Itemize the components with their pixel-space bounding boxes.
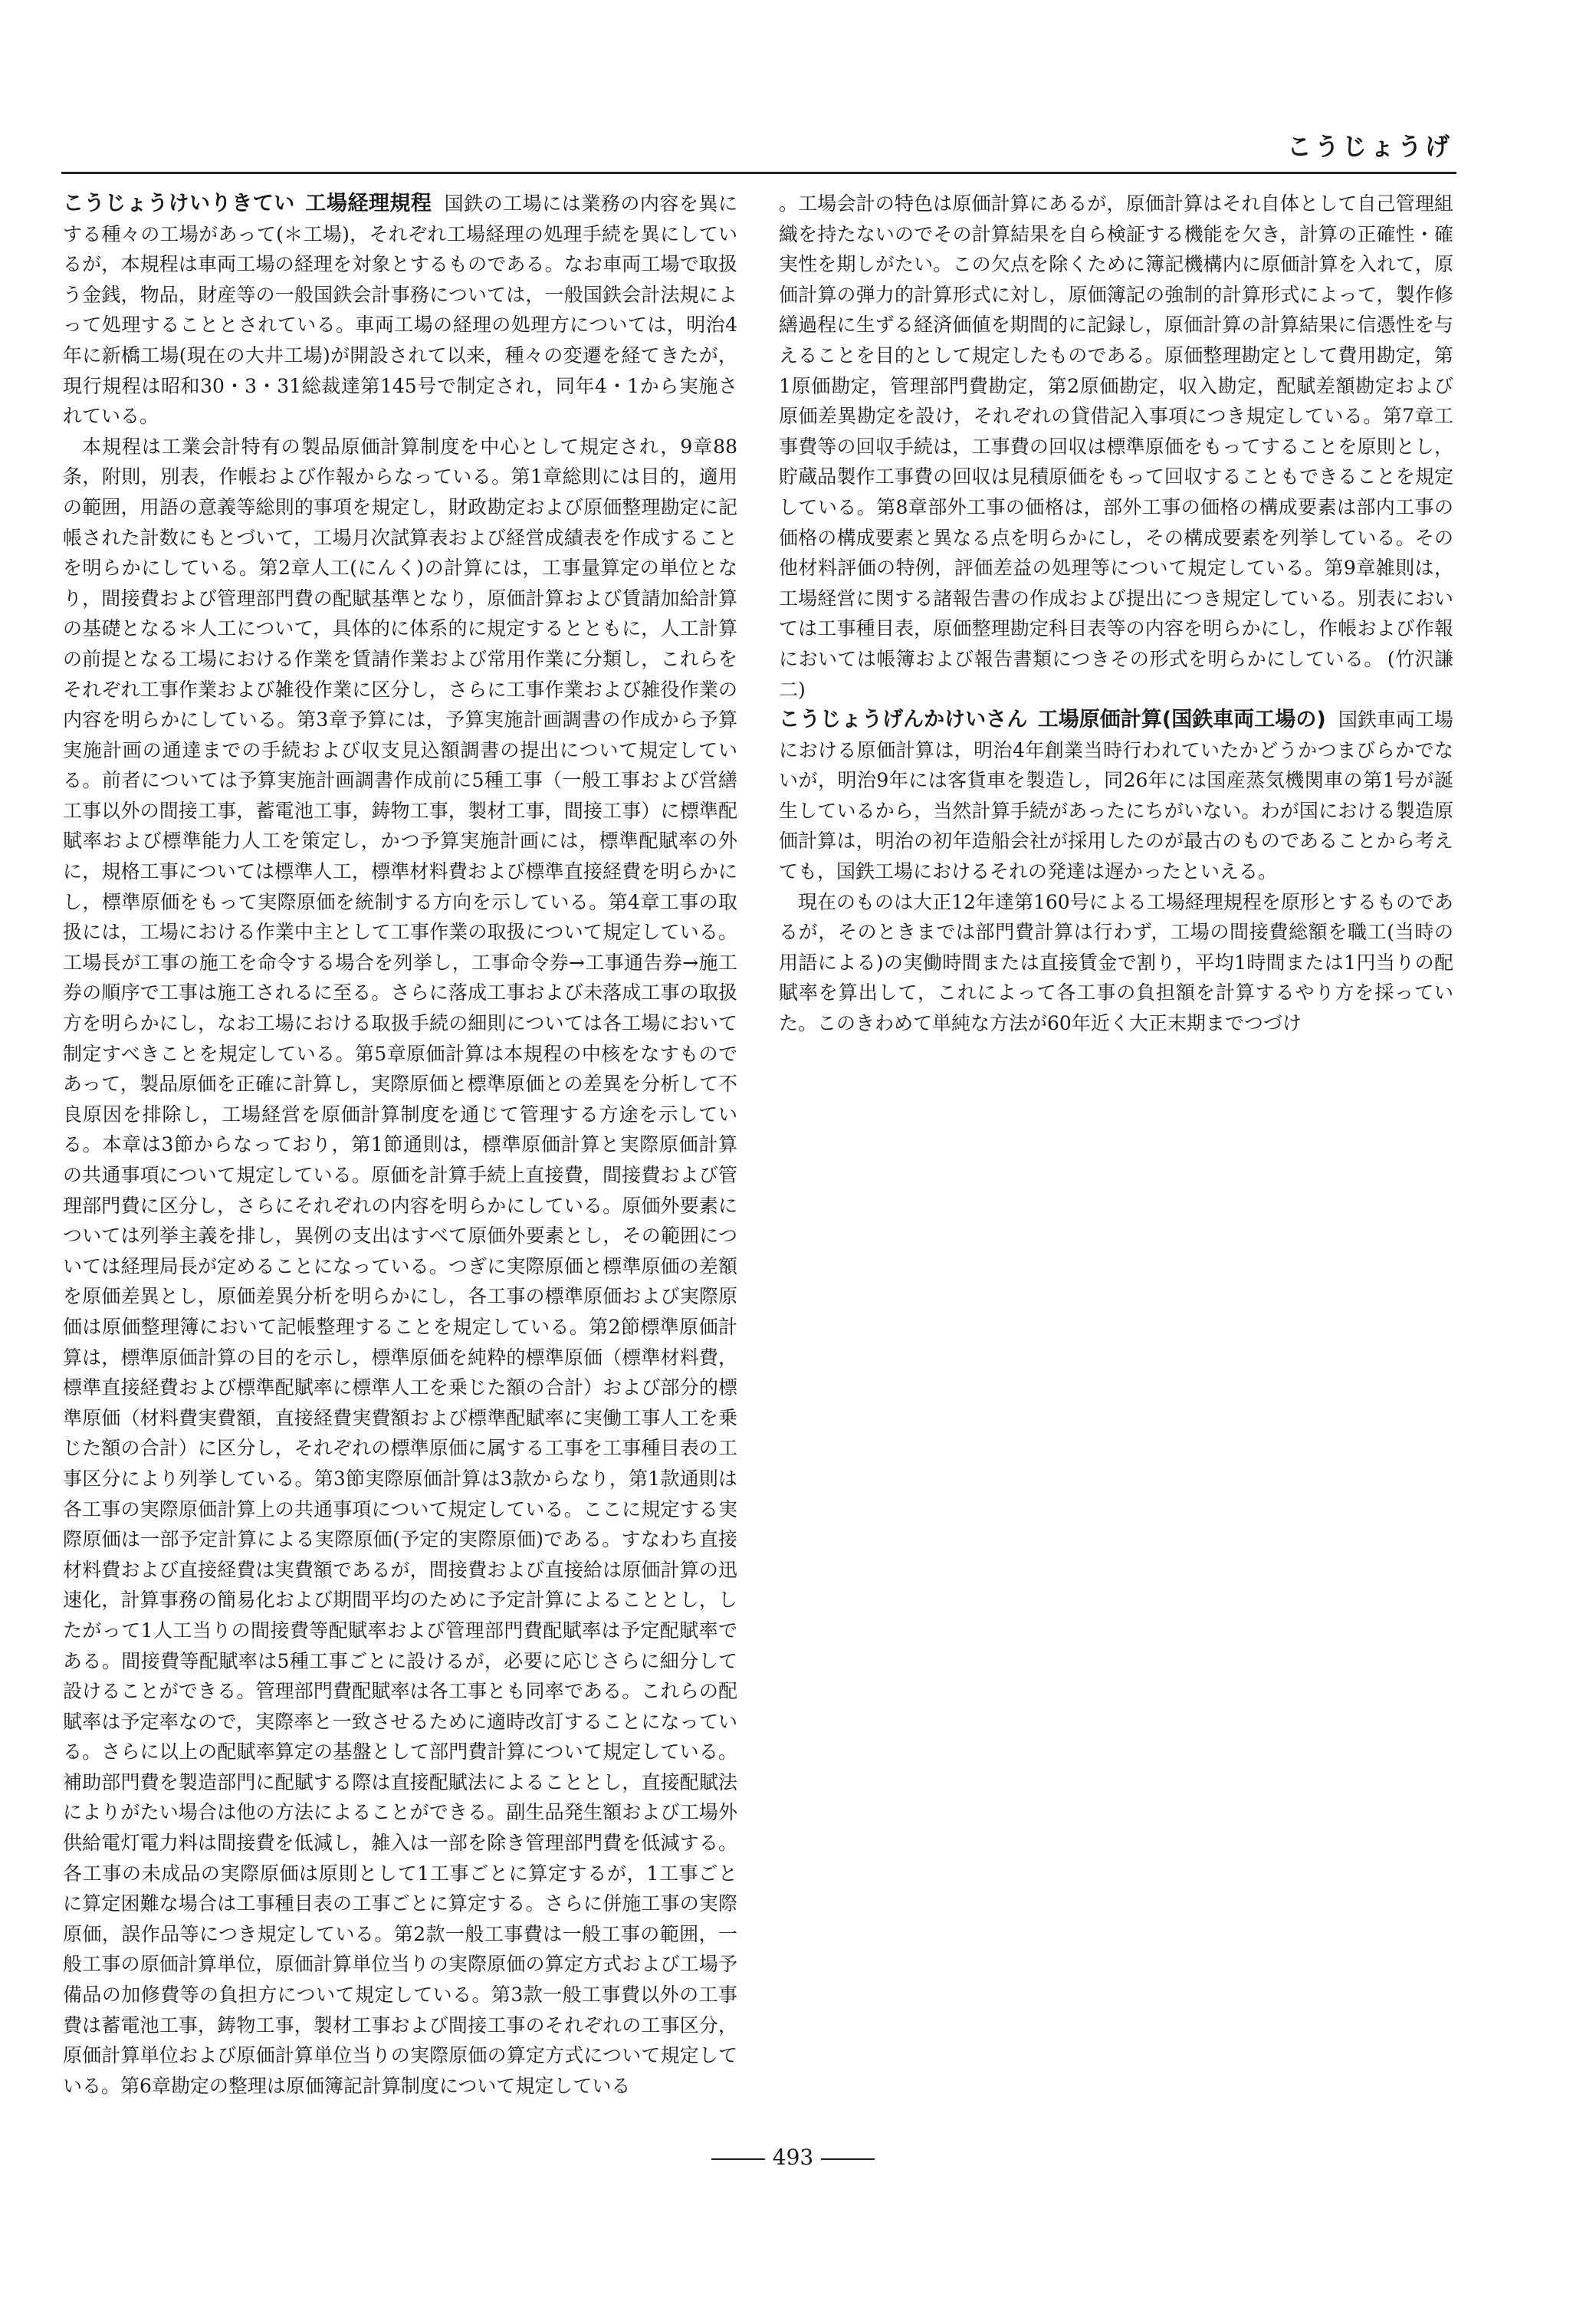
entry-term: 工場経理規程	[305, 192, 432, 215]
entry-text: 国鉄の工場には業務の内容を異にする種々の工場があって(＊工場)，それぞれ工場経理の処理手続を異にしているが，本規程は車両工場の経理を対象とするものである。なお車両工場で取扱う金銭，物品，財産等の一般国鉄会計事務については，一般国鉄会計法規によって処理することとされている。車両工場の経理の処理方については，明治4年に新橋工場(現在の大井工場)が開設されて以来，種々の変遷を経てきたが，現行規程は昭和30・3・31総裁達第145号で制定され，同年4・1から実施されている。	[63, 192, 738, 428]
page-number-value: 493	[772, 2145, 814, 2170]
entry-headword: こうじょうけいりきてい	[63, 192, 295, 215]
entry-headword: こうじょうげんかけいさん	[779, 708, 1028, 732]
entry-paragraph	[779, 705, 1453, 887]
entry-paragraph-continued	[779, 189, 1453, 705]
entry-text: 。工場会計の特色は原価計算にあるが，原価計算はそれ自体として自己管理組織を持たないのでその計算結果を自ら検証する機能を欠き，計算の正確性・確実性を期しがたい。この欠点を除くために簿記機構内に原価計算を入れて，原価計算の弾力的計算形式に対し，原価簿記の強制的計算形式によって，製作修繕過程に生ずる経済価値を期間的に記録し，原価計算の計算結果に信憑性を与えることを目的として規定したものである。原価整理勘定として費用勘定，第1原価勘定，管理部門費勘定，第2原価勘定，収入勘定，配賦差額勘定および原価差異勘定を設け，それぞれの貸借記入事項につき規定している。第7章工事費等の回収手続は，工事費の回収は標準原価をもってすることを原則とし，貯蔵品製作工事費の回収は見積原価をもって回収することもできることを規定している。第8章部外工事の価格は，部外工事の価格の構成要素は部内工事の価格の構成要素と異なる点を明らかにし，その構成要素を列挙している。その他材料評価の特例，評価差益の処理等について規定している。第9章雑則は，工場経営に関する諸報告書の作成および提出につき規定している。別表においては工事種目表，原価整理勘定科目表等の内容を明らかにし，作帳および作報においては帳簿および報告書類につきその形式を明らかにしている。	[779, 192, 1453, 670]
entry-text: 本規程は工業会計特有の製品原価計算制度を中心として規定され，9章88条，附則，別表，作帳および作報からなっている。第1章総則には目的，適用の範囲，用語の意義等総則的事項を規定し，財政勘定および原価整理勘定に記帳された計数にもとづいて，工場月次試算表および経営成績表を作成することを明らかにしている。第2章人工(にんく)の計算には，工事量算定の単位となり，間接費および管理部門費の配賦基準となり，原価計算および賃請加給計算の基礎となる＊人工について，具体的に体系的に規定するとともに，人工計算の前提となる工場における作業を賃請作業および常用作業に分類し，これらをそれぞれ工事作業および雑役作業に区分し，さらに工事作業および雑役作業の内容を明らかにしている。第3章予算には，予算実施計画調書の作成から予算実施計画の通達までの手続および収支見込額調書の提出について規定している。前者については予算実施計画調書作成前に5種工事（一般工事および営繕工事以外の間接工事，蓄電池工事，鋳物工事，製材工事，間接工事）に標準配賦率および標準能力人工を策定し，かつ予算実施計画には，標準配賦率の外に，規格工事については標準人工，標準材料費および標準直接経費を明らかにし，標準原価をもって実際原価を統制する方向を示している。第4章工事の取扱には，工場における作業中主として工事作業の取扱について規定している。工場長が工事の施工を命令する場合を列挙し，工事命令券→工事通告券→施工券の順序で工事は施工されるに至る。さらに落成工事および未落成工事の取扱方を明らかにし，なお工場における取扱手続の細則については各工場において制定すべきことを規定している。第5章原価計算は本規程の中核をなすものであって，製品原価を正確に計算し，実際原価と標準原価との差異を分析して不良原因を排除し，工場経営を原価計算制度を通じて管理する方途を示している。本章は3節からなっており，第1節通則は，標準原価計算と実際原価計算の共通事項について規定している。原価を計算手続上直接費，間接費および管理部門費に区分し，さらにそれぞれの内容を明らかにしている。原価外要素については列挙主義を排し，異例の支出はすべて原価外要素とし，その範囲については経理局長が定めることになっている。つぎに実際原価と標準原価の差額を原価差異とし，原価差異分析を明らかにし，各工事の標準原価および実際原価は原価整理簿において記帳整理することを規定している。第2節標準原価計算は，標準原価計算の目的を示し，標準原価を純粋的標準原価（標準材料費，標準直接経費および標準配賦率に標準人工を乗じた額の合計）および部分的標準原価（材料費実費額，直接経費実費額および標準配賦率に実働工事人工を乗じた額の合計）に区分し，それぞれの標準原価に属する工事を工事種目表の工事区分により列挙している。第3節実際原価計算は3款からなり，第1款通則は各工事の実際原価計算上の共通事項について規定している。ここに規定する実際原価は一部予定計算による実際原価(予定的実際原価)である。すなわち直接材料費および直接経費は実費額であるが，間接費および直接給は原価計算の迅速化，計算事務の簡易化および期間平均のために予定計算によることとし，したがって1人工当りの間接費等配賦率および管理部門費配賦率は予定配賦率である。間接費等配賦率は5種工事ごとに設けるが，必要に応じさらに細分して設けることができる。管理部門費配賦率は各工事とも同率である。これらの配賦率は予定率なので，実際率と一致させるために適時改訂することになっている。さらに以上の配賦率算定の基盤として部門費計算について規定している。補助部門費を製造部門に配賦する際は直接配賦法によることとし，直接配賦法によりがたい場合は他の方法によることができる。副生品発生額および工場外供給電灯電力料は間接費を低減し，雑入は一部を除き管理部門費を低減する。各工事の未成品の実際原価は原則として1工事ごとに算定するが，1工事ごとに算定困難な場合は工事種目表の工事ごとに算定する。さらに併施工事の実際原価，誤作品等につき規定している。第2款一般工事費は一般工事の範囲，一般工事の原価計算単位，原価計算単位当りの実際原価の算定方式および工場予備品の加修費等の負担方について規定している。第3款一般工事費以外の工事費は蓄電池工事，鋳物工事，製材工事および間接工事のそれぞれの工事区分，原価計算単位および原価計算単位当りの実際原価の算定方式について規定している。第6章勘定の整理は原価簿記計算制度について規定している	[63, 435, 737, 2097]
entry-text: 現在のものは大正12年達第160号による工場経理規程を原形とするものであるが，そのときまでは部門費計算は行わず，工場の間接費総額を職工(当時の用語による)の実働時間または直接賃金で割り，平均1時間または1円当りの配賦率を算出して，これによって各工事の負担額を計算するやり方を採っていた。このきわめて単純な方法が60年近く大正末期までつづけ	[779, 890, 1453, 1035]
entry-text: 国鉄車両工場における原価計算は，明治4年創業当時行われていたかどうかつまびらかでないが，明治9年には客貨車を製造し，同26年には国産蒸気機関車の第1号が誕生しているから，当然計算手続があったにちがいない。わが国における製造原価計算は，明治の初年造船会社が採用したのが最古のものであることから考えても，国鉄工場におけるそれの発達は遅かったといえる。	[779, 708, 1453, 883]
page-number	[0, 2145, 1586, 2170]
header-rule	[61, 172, 1456, 174]
entry-paragraph	[63, 432, 737, 2102]
entry-term: 工場原価計算(国鉄車両工場の)	[1037, 708, 1326, 732]
column-right	[779, 189, 1453, 1039]
entry-paragraph	[63, 189, 737, 432]
entry-paragraph	[779, 887, 1453, 1039]
column-left	[63, 189, 737, 2101]
entry-author: (竹沢謙二)	[779, 647, 1453, 701]
running-head: こうじょうげ	[1286, 132, 1453, 161]
